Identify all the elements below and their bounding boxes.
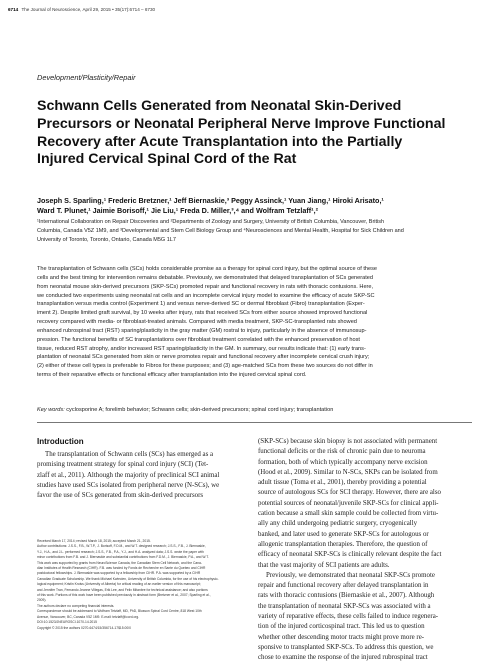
- body-line: whether other descending motor tracts might prove more re-: [258, 633, 425, 641]
- footnote-line: Correspondence should be addressed to Wolfram Tetzlaff, MD, PhD, Blusson Spinal Cord Centre, 818 West 10th: [37, 609, 202, 614]
- journal-citation: The Journal of Neuroscience, April 29, 2015 • 35(17):6714 – 6730: [21, 7, 156, 12]
- body-line: adult tissue (Toma et al., 2001), thereby providing a potential: [258, 479, 427, 487]
- body-line: that the vast majority of SCI patients are adults.: [258, 561, 390, 569]
- body-line: cation because a small skin sample could be collected from virtu-: [258, 510, 439, 518]
- footnote-line: and Jennifer Tran, Fernando Jeanne Villegas, Erik Lee, and Felix Mitanbre for technical assistance; and also portions: [37, 587, 208, 592]
- page-number: 6714: [8, 7, 19, 12]
- body-line: tion of the injured corticospinal tract. This led us to question: [258, 623, 425, 631]
- abstract-line: we conducted two experiments using neonatal rat cells and an incomplete cervical injury model to examine the efficacy of acute SKP-SC: [37, 292, 375, 299]
- right-column-body: [258, 437, 472, 664]
- title-line: Schwann Cells Generated from Neonatal Skin-Derived: [37, 98, 402, 114]
- running-head: [8, 7, 155, 12]
- title-line: Injured Cervical Spinal Cord of the Rat: [37, 151, 297, 168]
- body-line: potential sources of neonatal/juvenile SKP-SCs for clinical appli-: [258, 499, 439, 507]
- body-line: variety of reparative effects, these cells failed to induce regenera-: [258, 613, 439, 621]
- footnote-line: Canadian Graduate Scholarship. We thank Michael Kwiecien, University of British Columbia, for the use of his electrophysio-: [37, 576, 219, 581]
- footnote-line: 2009).: [37, 598, 47, 603]
- body-line: studies have used SCs isolated from peripheral nerve (N-SCs), we: [37, 481, 220, 489]
- body-line: functional deficits or the risk of chronic pain due to neuroma: [258, 448, 426, 456]
- abstract-line: The transplantation of Schwann cells (SCs) holds considerable promise as a therapy for spinal cord injury, but the optimal source of these: [37, 266, 378, 272]
- footnote-line: logical equipment; Kristin Kroiss (University of Alberta) for critical reading of an earlier version of this manuscript;: [37, 582, 201, 587]
- body-line: (SKP-SCs) because skin biopsy is not associated with permanent: [258, 438, 438, 445]
- abstract-line: (2) either of these cell types is preferable to Fibros for these purposes; and (3) age-matched SCs from these two sources do not differ in: [37, 363, 373, 370]
- body-line: chose to examine the response of the injured rubrospinal tract: [258, 654, 428, 662]
- body-line: formation, both of which typically accompany nerve excision: [258, 458, 428, 466]
- abstract-line: iment 2). Despite limited graft survival, by 10 weeks after injury, rats that received SCs from either source showed improved functional: [37, 310, 368, 317]
- footnote-line: dian Institutes of Health Research (CIHR). F.B. was funded by Fonds de Recherche en Sante du Quebec and CIHR: [37, 566, 206, 571]
- affiliation-line: Columbia, Canada V5Z 1M9, and ³Developmental and Stem Cell Biology Group and ⁴Neurosciences and Mental Health, Hospital for Sick Children and: [37, 227, 404, 234]
- author-line: Ward T. Plunet,¹ Jaimie Borisoff,¹ Jie Liu,¹ Freda D. Miller,³,⁴ and Wolfram Tetzlaff¹,²: [37, 205, 318, 215]
- title-line: Recovery after Acute Transplantation into the Partially: [37, 133, 403, 150]
- footnote-line: of this work. Portions of this work have been published previously in abstract form (Bretzner et al., 2007; Sparling et al.,: [37, 593, 211, 598]
- affiliations: [37, 218, 472, 244]
- footnotes: [37, 539, 247, 631]
- body-line: source of autologous SCs for SCI therapy. However, there are also: [258, 489, 441, 497]
- title-line: Precursors or Neonatal Peripheral Nerve Improve Functional: [37, 115, 446, 132]
- keywords: [37, 407, 472, 413]
- body-line: (Hood et al., 2009). Similar to N-SCs, SKPs can be isolated from: [258, 468, 438, 476]
- abstract-line: tissue, reduced RST atrophy, and/or increased RST sparing/plasticity in the GM. In summary, our results indicate that: (1) early trans-: [37, 345, 366, 352]
- body-line: promising treatment strategy for spinal cord injury (SCI) (Tet-: [37, 461, 209, 469]
- abstract-line: terms of their reparative effects or functional efficacy after transplantation into the injured cervical spinal cord.: [37, 372, 307, 379]
- body-line: allogenic transplantation therapies. Therefore, the question of: [258, 540, 428, 548]
- footnote-line: DOI:10.1523/JNEUROSCI.1070-14.2015: [37, 620, 97, 625]
- section-divider: [37, 422, 472, 423]
- abstract-line: pression. The functional benefits of SC transplantations over fibroblast treatment correlated with the enhanced preservation of host: [37, 336, 360, 343]
- footnote-line: Author contributions: J.S.S., F.B., W.T.P., J. Borisoff, F.D.M., and W.T. designed research; J.S.S., F.B., J. Biernaskie,: [37, 544, 206, 549]
- body-line: The transplantation of Schwann cells (SCs) has emerged as a: [45, 451, 214, 458]
- keywords-label: Key words:: [37, 407, 65, 413]
- footnote-line: The authors declare no competing financial interests.: [37, 603, 115, 608]
- body-line: ally any child undergoing pediatric surgery, cryogenically: [258, 520, 418, 528]
- body-line: efficacy of neonatal SKP-SCs is clinically relevant despite the fact: [258, 551, 442, 559]
- left-column-body: [37, 450, 247, 501]
- article-title: [37, 98, 467, 169]
- body-line: repair and functional recovery after delayed transplantation in: [258, 582, 429, 590]
- footnote-line: Avenue, Vancouver, BC, Canada V5Z 1M9. E-mail: tetzlaff@icord.org.: [37, 614, 140, 619]
- body-line: the transplantation of neonatal SKP-SCs was associated with a: [258, 602, 431, 610]
- footnote-line: Copyright © 2015 the authors 0270-6474/15/356714-17$15.00/0: [37, 625, 131, 630]
- body-line: Previously, we demonstrated that neonatal SKP-SCs promote: [266, 571, 435, 579]
- abstract-line: cells and the best timing for intervention remains debatable. Previously, we demonstrated that delayed transplantation of SCs generated: [37, 274, 374, 281]
- footnote-line: This work was supported by grants from NeuroScience Canada, the Canadian Stem Cell Network, and the Cana-: [37, 560, 202, 565]
- body-line: sponsive to transplanted SKP-SCs. To address this question, we: [258, 643, 434, 651]
- body-line: zlaff et al., 2011). Although the majority of preclinical SCI animal: [37, 471, 220, 479]
- author-list: [37, 196, 467, 216]
- abstract: [37, 265, 472, 380]
- footnote-line: minor contributions from F.B. and J. Biernaskie and substantial contributions from F.D.M., J. Biernaskie, P.A., and W.T.: [37, 555, 209, 560]
- abstract-line: plantation of neonatal SCs generated from skin or nerve promotes repair and functional recovery after incomplete cervical crush injury;: [37, 354, 370, 361]
- abstract-line: from neonatal mouse skin-derived precursors (SKP-SCs) promoted repair and functional recovery in rats with thoracic contusions. Here,: [37, 283, 374, 290]
- affiliation-line: University of Toronto, Toronto, Ontario, Canada M5G 1L7: [37, 236, 176, 243]
- footnote-line: postdoctoral fellowships. J. Biernaskie was supported by a fellowship from CIHR. P.A. was supported by a CIHR: [37, 571, 201, 576]
- keywords-text: cyclosporine A; forelimb behavior; Schwann cells; skin-derived precursors; spinal cord injury; transplantation: [66, 407, 334, 413]
- affiliation-line: ¹International Collaboration on Repair Discoveries and ²Departments of Zoology and Surgery, University of British Columbia, Vancouver, British: [37, 219, 385, 225]
- footnote-line: Y.J., H.A., and J.L. performed research; J.S.S., F.B., P.A., Y.J., and H.A. analyzed data; J.S.S. wrote the paper with: [37, 549, 204, 554]
- abstract-line: enhanced rubrospinal tract (RST) sparing/plasticity in the gray matter (GM) rostral to injury, particularly in the absence of immunosup-: [37, 327, 367, 334]
- body-line: banked, and later used to generate SKP-SCs for autologous or: [258, 530, 429, 538]
- section-label: Development/Plasticity/Repair: [37, 73, 136, 82]
- introduction-heading: Introduction: [37, 437, 84, 446]
- body-line: rats with thoracic contusions (Biernaskie et al., 2007). Although: [258, 592, 435, 600]
- abstract-line: recovery compared with media- or fibroblast-treated animals. Compared with media treatment, SKP-SC-transplanted rats showed: [37, 319, 357, 326]
- abstract-line: transplantation versus media control (Experiment 1) and versus nerve-derived SC or dermal fibroblast (Fibro) transplantation (Exper-: [37, 301, 365, 308]
- footnote-line: Received March 17, 2014; revised March 18, 2015; accepted March 21, 2015.: [37, 539, 151, 543]
- body-line: favor the use of SCs generated from skin-derived precursors: [37, 492, 204, 500]
- author-line: Joseph S. Sparling,¹ Frederic Bretzner,¹ Jeff Biernaskie,³ Peggy Assinck,¹ Yuan Jiang,¹ Hiroki Arisato,¹: [37, 196, 384, 205]
